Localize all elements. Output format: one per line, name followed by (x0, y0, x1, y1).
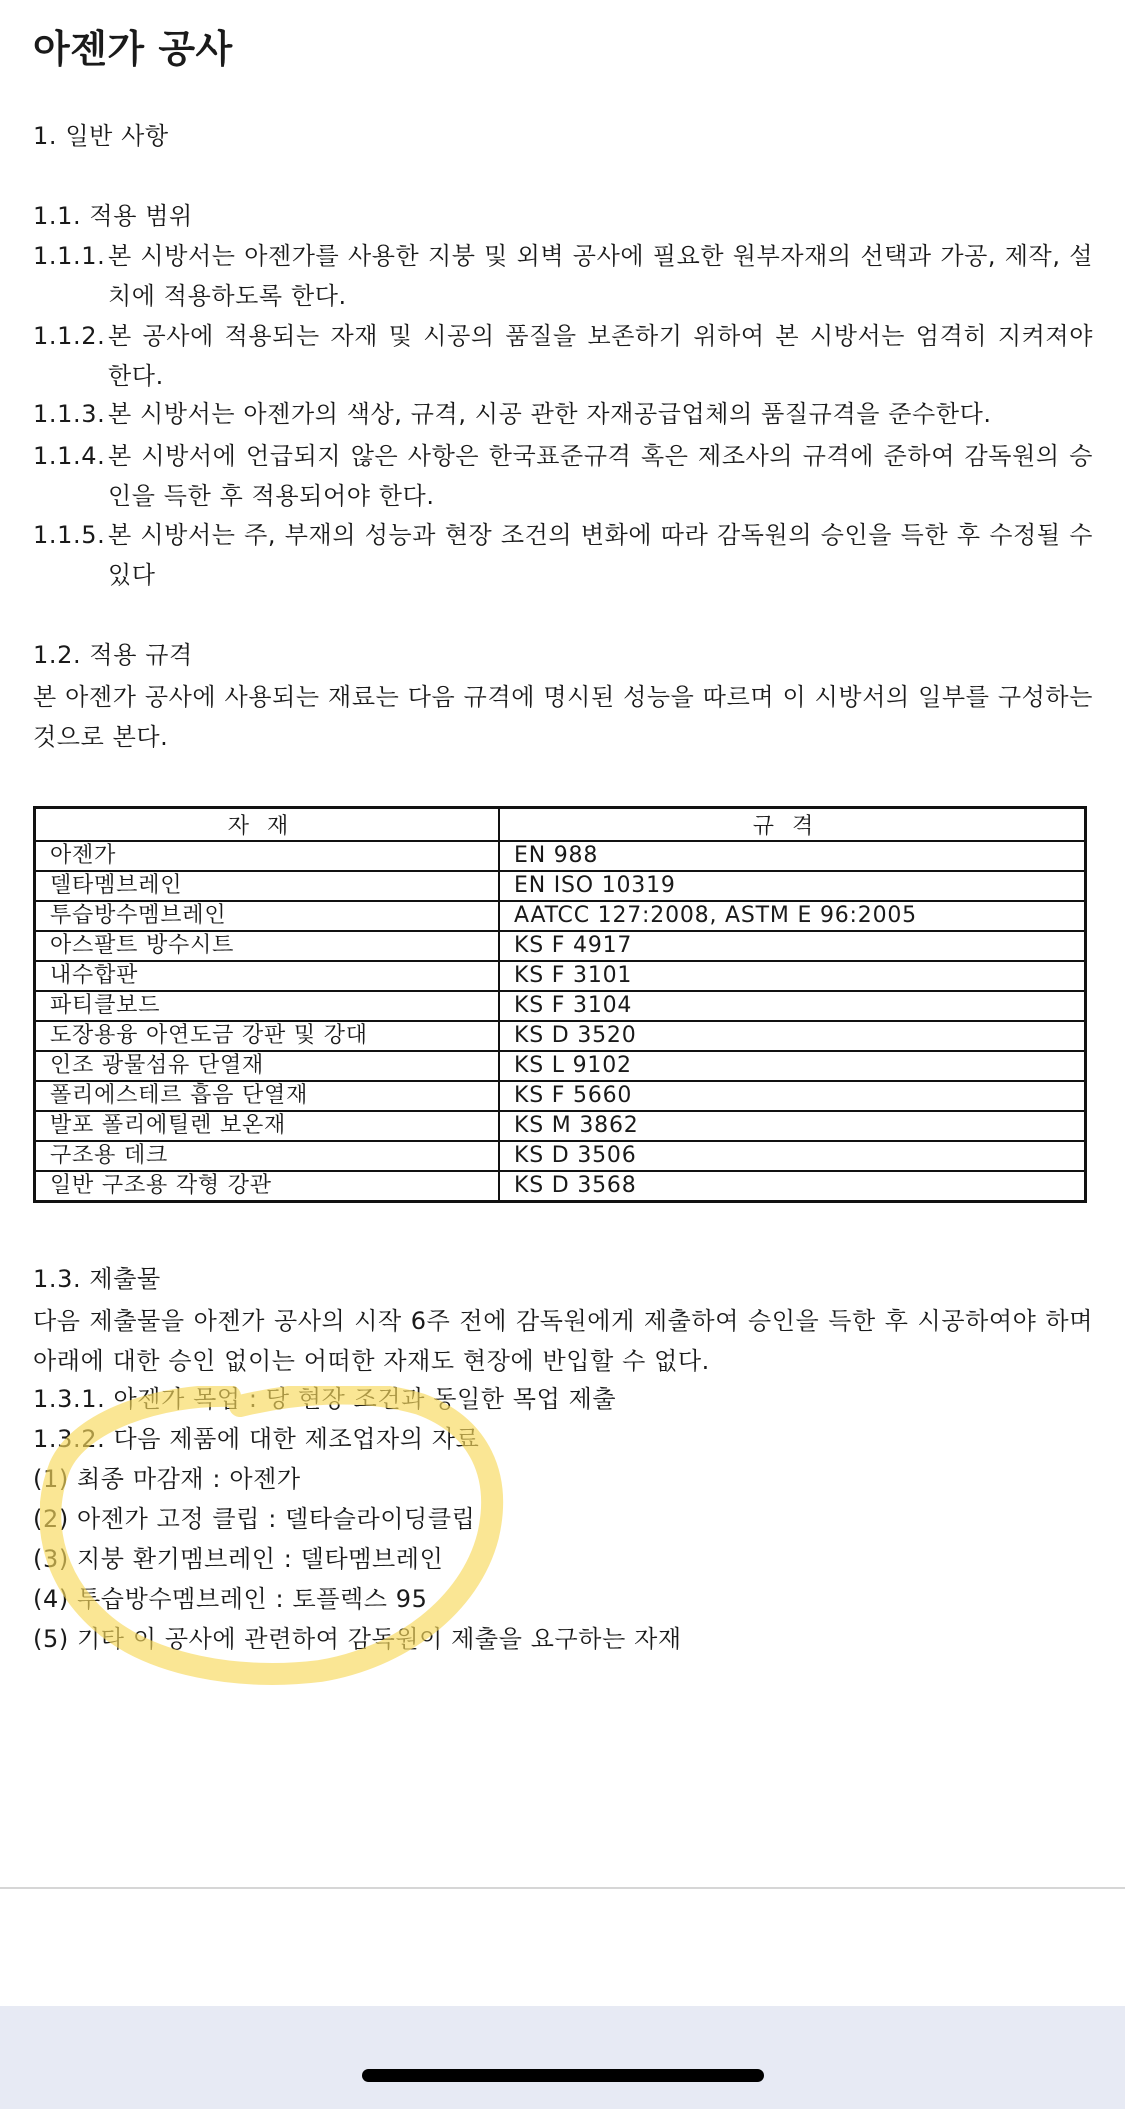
table-cell-standard: KS M 3862 (499, 1111, 1086, 1141)
table-cell-material: 투습방수멤브레인 (35, 901, 500, 931)
clause-1-1-3 (33, 394, 1093, 434)
table-header-material: 자재 (35, 808, 500, 842)
clause-1-1-2 (33, 316, 1093, 396)
table-cell-material: 내수합판 (35, 961, 500, 991)
section-heading-1-1: 1.1. 적용 범위 (33, 202, 193, 230)
table-cell-material: 일반 구조용 각형 강관 (35, 1171, 500, 1202)
clause-text: 본 시방서는 아젠가를 사용한 지붕 및 외벽 공사에 필요한 원부자재의 선택과 가공, 제작, 설치에 적용하도록 한다. (108, 242, 1093, 310)
clause-text: 본 시방서에 언급되지 않은 사항은 한국표준규격 혹은 제조사의 규격에 준하여 감독원의 승인을 득한 후 적용되어야 한다. (108, 442, 1093, 510)
table-cell-standard: EN 988 (499, 841, 1086, 871)
paragraph-1-2: 본 아젠가 공사에 사용되는 재료는 다음 규격에 명시된 성능을 따르며 이 시방서의 일부를 구성하는 것으로 본다. (33, 683, 1093, 751)
paragraph-1-3: 다음 제출물을 아젠가 공사의 시작 6주 전에 감독원에게 제출하여 승인을 득한 후 시공하여야 하며 아래에 대한 승인 없이는 어떠한 자재도 현장에 반입할 수 없다. (33, 1307, 1093, 1375)
table-cell-standard: KS D 3568 (499, 1171, 1086, 1202)
table-cell-material: 발포 폴리에틸렌 보온재 (35, 1111, 500, 1141)
sub-item: (4) 투습방수멤브레인 : 토플렉스 95 (33, 1585, 428, 1613)
clause-text: 본 시방서는 아젠가의 색상, 규격, 시공 관한 자재공급업체의 품질규격을 준수한다. (108, 400, 992, 428)
sub-item: (2) 아젠가 고정 클립 : 델타슬라이딩클립 (33, 1505, 476, 1533)
table-row (35, 871, 1086, 901)
table-cell-standard: KS F 5660 (499, 1081, 1086, 1111)
table-cell-standard: KS D 3506 (499, 1141, 1086, 1171)
table-row (35, 841, 1086, 871)
table-cell-material: 파티클보드 (35, 991, 500, 1021)
table-row (35, 1021, 1086, 1051)
table-row (35, 1171, 1086, 1202)
table-row (35, 1111, 1086, 1141)
table-cell-material: 델타멤브레인 (35, 871, 500, 901)
table-cell-standard: KS L 9102 (499, 1051, 1086, 1081)
table-cell-material: 도장용융 아연도금 강판 및 강대 (35, 1021, 500, 1051)
table-cell-material: 폴리에스테르 흡음 단열재 (35, 1081, 500, 1111)
clause-1-1-1 (33, 236, 1093, 316)
clause-text: 본 시방서는 주, 부재의 성능과 현장 조건의 변화에 따라 감독원의 승인을 득한 후 수정될 수 있다 (108, 521, 1093, 589)
table-cell-material: 아스팔트 방수시트 (35, 931, 500, 961)
clause-number: 1.1.2. (33, 322, 106, 350)
table-header-row (35, 808, 1086, 842)
item-1-3-2: 1.3.2. 다음 제품에 대한 제조업자의 자료 (33, 1425, 480, 1453)
standards-table (33, 806, 1087, 1203)
table-header-standard: 규격 (499, 808, 1086, 842)
table-cell-material: 인조 광물섬유 단열재 (35, 1051, 500, 1081)
table-cell-standard: KS F 3101 (499, 961, 1086, 991)
sub-item: (3) 지붕 환기멤브레인 : 델타멤브레인 (33, 1545, 444, 1573)
table-row (35, 1081, 1086, 1111)
clause-1-1-5 (33, 515, 1093, 595)
sub-item: (1) 최종 마감재 : 아젠가 (33, 1465, 301, 1493)
page-divider (0, 1887, 1125, 1889)
table-row (35, 991, 1086, 1021)
table-cell-standard: KS D 3520 (499, 1021, 1086, 1051)
section-heading-1: 1. 일반 사항 (33, 122, 169, 150)
table-cell-standard: AATCC 127:2008, ASTM E 96:2005 (499, 901, 1086, 931)
table-cell-standard: EN ISO 10319 (499, 871, 1086, 901)
clause-number: 1.1.3. (33, 400, 106, 428)
document-title: 아젠가 공사 (33, 27, 233, 71)
clause-1-1-4 (33, 436, 1093, 516)
table-cell-standard: KS F 3104 (499, 991, 1086, 1021)
clause-number: 1.1.1. (33, 242, 106, 270)
table-row (35, 1051, 1086, 1081)
table-row (35, 931, 1086, 961)
sub-item: (5) 기타 이 공사에 관련하여 감독원이 제출을 요구하는 자재 (33, 1625, 682, 1653)
item-1-3-1: 1.3.1. 아젠가 목업 : 당 현장 조건과 동일한 목업 제출 (33, 1385, 617, 1413)
table-cell-material: 구조용 데크 (35, 1141, 500, 1171)
table-row (35, 901, 1086, 931)
table-row (35, 961, 1086, 991)
bottom-toolbar-area (0, 2006, 1125, 2109)
home-indicator[interactable] (362, 2069, 764, 2082)
clause-text: 본 공사에 적용되는 자재 및 시공의 품질을 보존하기 위하여 본 시방서는 엄격히 지켜져야 한다. (108, 322, 1093, 390)
section-heading-1-3: 1.3. 제출물 (33, 1265, 161, 1293)
clause-number: 1.1.4. (33, 442, 106, 470)
table-cell-material: 아젠가 (35, 841, 500, 871)
table-row (35, 1141, 1086, 1171)
section-heading-1-2: 1.2. 적용 규격 (33, 641, 193, 669)
clause-number: 1.1.5. (33, 521, 106, 549)
table-cell-standard: KS F 4917 (499, 931, 1086, 961)
